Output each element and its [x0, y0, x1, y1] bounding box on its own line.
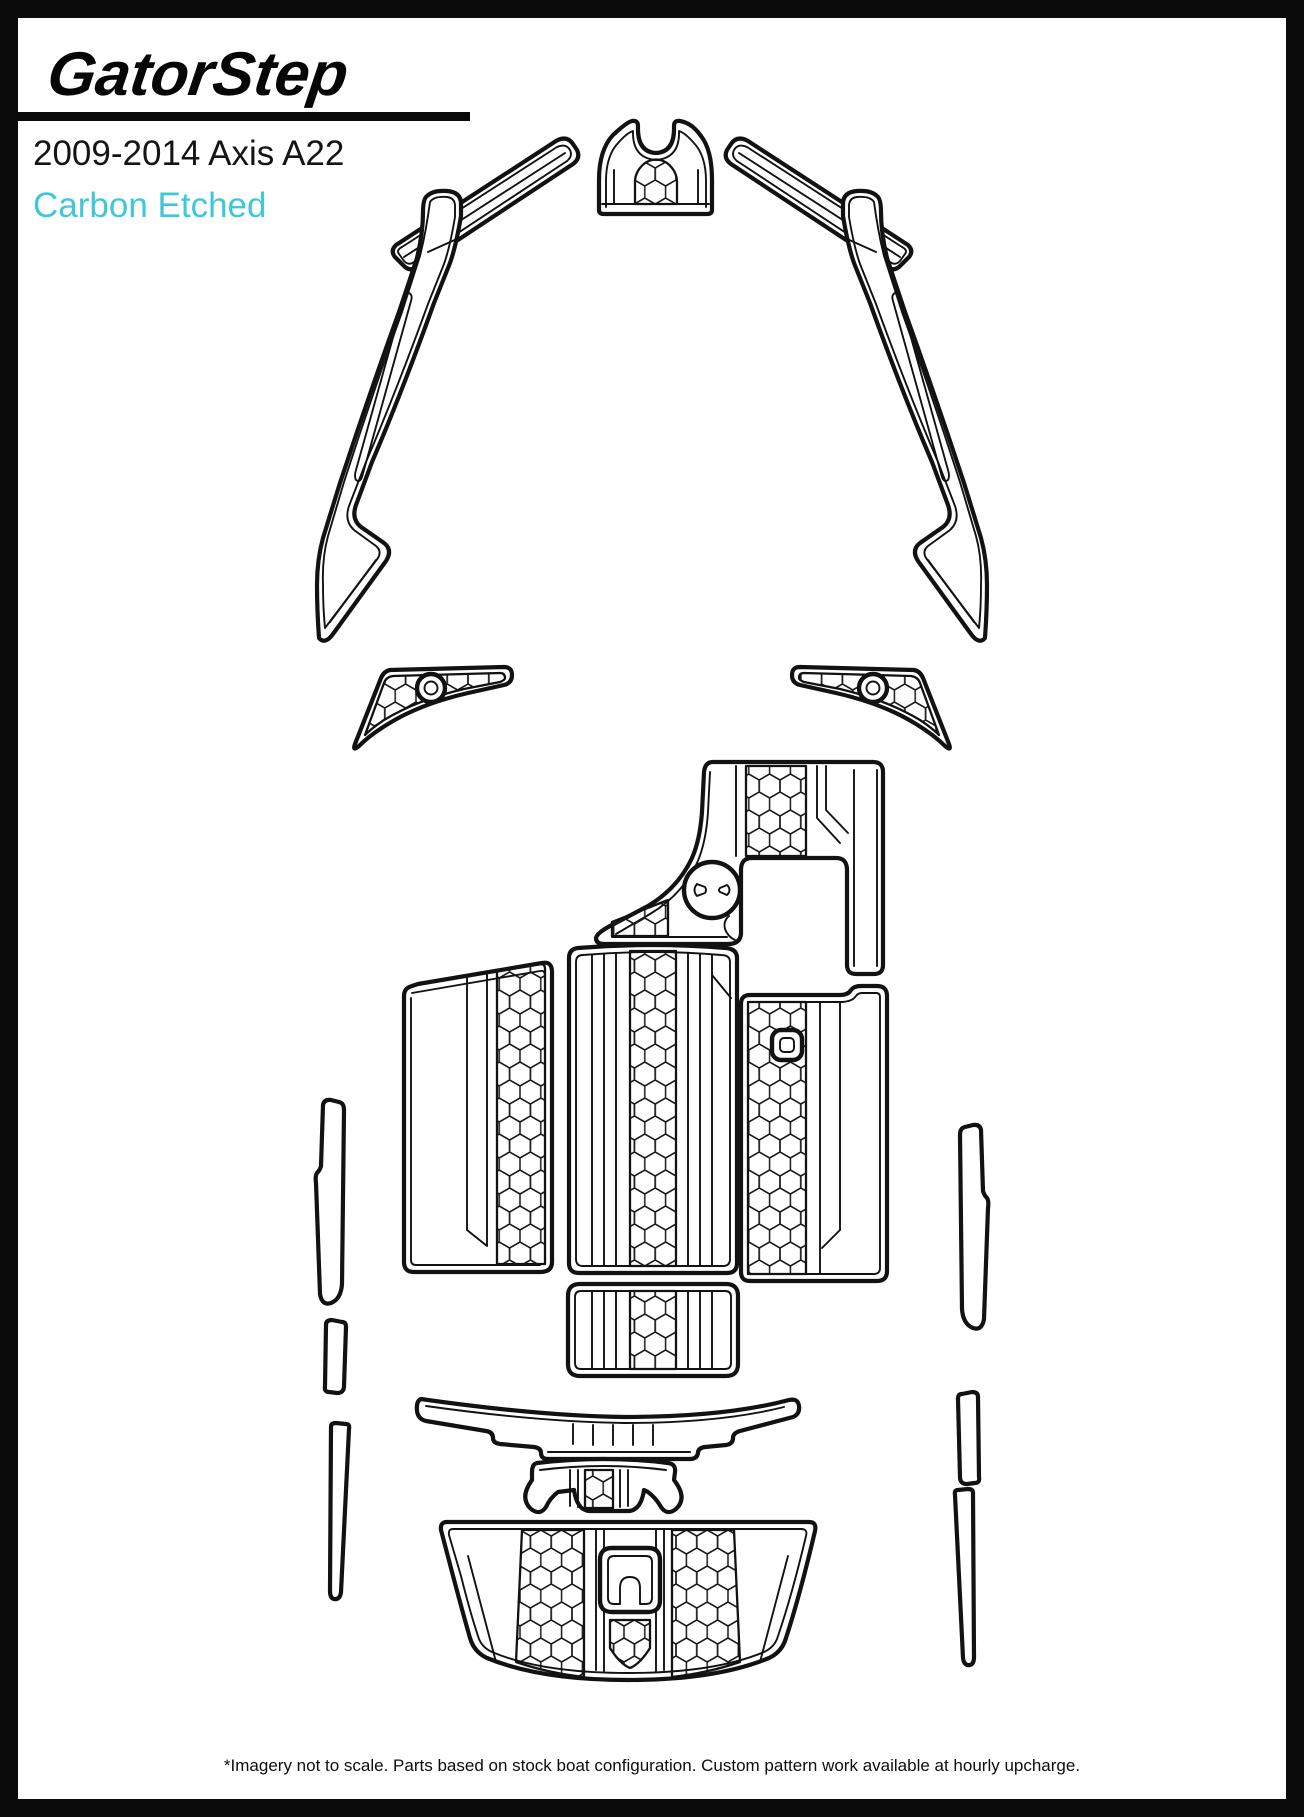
gatorstep-logo: GatorStep: [43, 40, 353, 109]
cupholder-cutout-left: [417, 674, 445, 702]
gunwale-trim-right: [843, 191, 987, 641]
rear-bench-pad: [568, 1284, 738, 1376]
bow-center-pad: [599, 121, 712, 214]
helm-console-pad: [596, 762, 883, 974]
transom-trim: [417, 1399, 799, 1459]
engine-step-pad: [525, 1459, 681, 1512]
swim-platform-pad: [441, 1522, 816, 1680]
side-strips-right: [955, 1125, 989, 1665]
page-title: 2009-2014 Axis A22: [33, 134, 345, 173]
gunwale-trim-left: [317, 191, 461, 641]
pylon-cutout: [600, 1548, 660, 1612]
floor-panel-right: [741, 986, 887, 1281]
page-subtitle: Carbon Etched: [33, 186, 267, 225]
steering-cutout: [684, 862, 740, 918]
cupholder-cutout-right: [859, 674, 887, 702]
side-strips-left: [316, 1100, 350, 1599]
latch-cutout: [772, 1030, 802, 1060]
parts-diagram: [18, 18, 1286, 1799]
step-pad-right: [792, 667, 950, 749]
step-pad-left: [354, 667, 512, 749]
floor-panel-center: [569, 945, 737, 1273]
disclaimer-text: *Imagery not to scale. Parts based on stock boat configuration. Custom pattern work available at hourly upcharge.: [223, 1756, 1081, 1775]
floor-panel-left: [404, 963, 552, 1272]
